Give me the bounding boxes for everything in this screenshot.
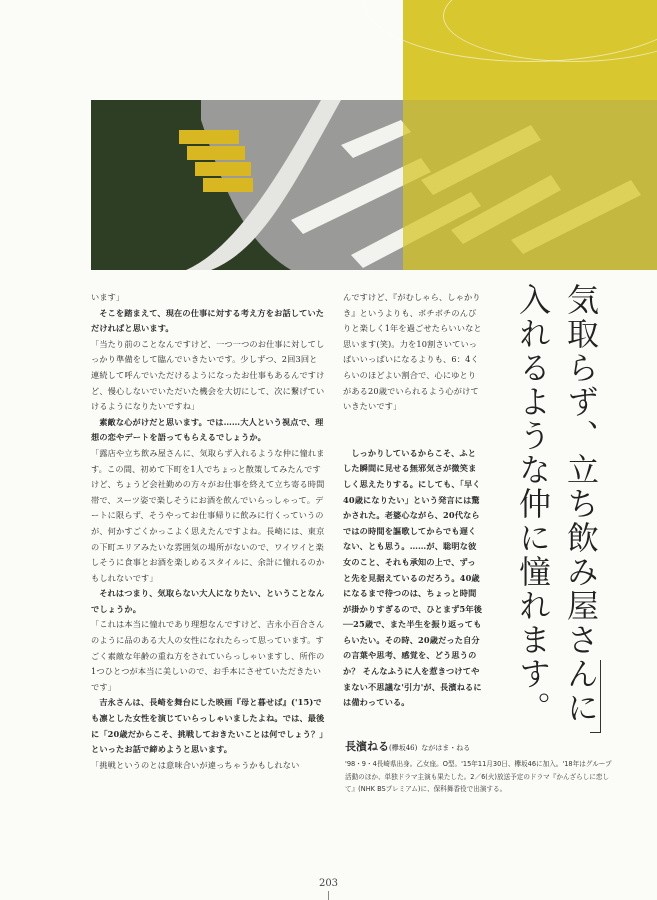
paragraph: います」 <box>91 292 125 302</box>
paragraph: 「露店や立ち飲み屋さんに、気取らず入れるような仲に憧れます。この間、初めて下町を1人でちょっと散策してみたんですけど、ちょうど会社勤めの方々がお仕事を終えて立ち寄る時間帯で、スーツ姿で楽しそうにお酒を飲んでいらっしゃって。デートに限らず、そうやってお仕事帰りに飲みに行くっていうのが、何かすごくかっこよく思えたんですよね。長崎には、東京の下町エリアみたいな雰囲気の場所がないので、ワイワイと楽しそうに食事とお酒を楽しめるスタイルに、余計に憧れるのかもしれないです」 <box>91 447 325 583</box>
profile-group: (欅坂46) <box>389 744 418 752</box>
headline-bracket <box>590 660 601 733</box>
profile-box <box>345 738 615 796</box>
page-line <box>328 891 329 900</box>
right-text-column <box>343 290 483 711</box>
paragraph: それはつまり、気取らない大人になりたい、ということなんでしょうか。 <box>91 588 325 614</box>
paragraph: 「これは本当に憧れであり理想なんですけど、吉永小百合さんのように品のある大人の女性になれたらって思っています。すごく素敵な年齢の重ね方をされていらっしゃいますし、所作の1つひとつが本当に美しいので、お手本にさせていただきたいです」 <box>91 619 325 692</box>
page-number: 203 <box>318 878 339 889</box>
yellow-overlay <box>403 100 657 270</box>
paragraph: 素敵な心がけだと思います。では……大人という視点で、理想の恋やデートを語ってもらえるでしょうか。 <box>91 416 324 443</box>
paragraph: しっかりしているからこそ、ふとした瞬間に見せる無邪気さが微笑ましく思えたりする。にしても、「早く40歳になりたい」という発言には驚かされた。老婆心ながら、20代ならではの時間を謳歌してからでも遅くない、とも思う。……が、聡明な彼女のこと、それも承知の上で、ずっと先を見据えているのだろう。40歳になるまで待つのは、ちょっと時間が掛かりすぎるので、ひとまず5年後──25歳で、また半生を振り返ってもらいたい。その時、20歳だった自分の言葉や思考、感覚を、どう思うのか？ そんなふうに人を惹きつけてやまない不思議な'引力'が、長濱ねるには備わっている。 <box>343 447 483 708</box>
profile-name <box>345 738 615 754</box>
paragraph: んですけど、『がむしゃら、しゃかりき』というよりも、ボチボチのんびりと楽しく1年を過ごせたらいいなと思います(笑)。力を10割さいていっぱいいっぱいになるよりも、6：4くらいのほどよい割合で、心にゆとりがある20歳でいられるよう心がけていきたいです」 <box>343 292 482 412</box>
paragraph: 吉永さんは、長崎を舞台にした映画『母と暮せば』('15)でも凛とした女性を演じていらっしゃいましたよね。では、最後に「20歳だからこそ、挑戦しておきたいことは何でしょう？」といったお話で締めようと思います。 <box>91 697 325 755</box>
profile-reading: ながはま・ねる <box>421 744 471 752</box>
paragraph: 「挑戦というのとは意味合いが違っちゃうかもしれない <box>91 759 300 770</box>
profile-description: '98・9・4長崎県出身。乙女座。O型。'15年11月30日、欅坂46に加入。'18年はグループ活動のほか、単独ドラマ主演も果たした。2／6(火)放送予定のドラマ『かんざらしに恋して』(NHK BSプレミアム)に、保科舞香役で出演する。 <box>345 760 612 793</box>
paragraph: そこを踏まえて、現在の仕事に対する考え方をお話していただければと思います。 <box>91 307 325 334</box>
crosswalk-photo <box>91 100 657 270</box>
vertical-headline: 気取らず、立ち飲み屋さんに入れるような仲に憧れます。 <box>514 283 600 725</box>
left-text-column <box>91 290 325 773</box>
profile-name-text: 長濱ねる <box>345 740 389 753</box>
paragraph: 「当たり前のことなんですけど、一つ一つのお仕事に対してしっかり準備をして臨んでいきたいです。少しずつ、2回3回と連続して呼んでいただけるようになったお仕事もあるんですけど、慢心しないでいただいた機会を大切にして、次に繋げていけるようになりたいですね」 <box>91 338 325 412</box>
